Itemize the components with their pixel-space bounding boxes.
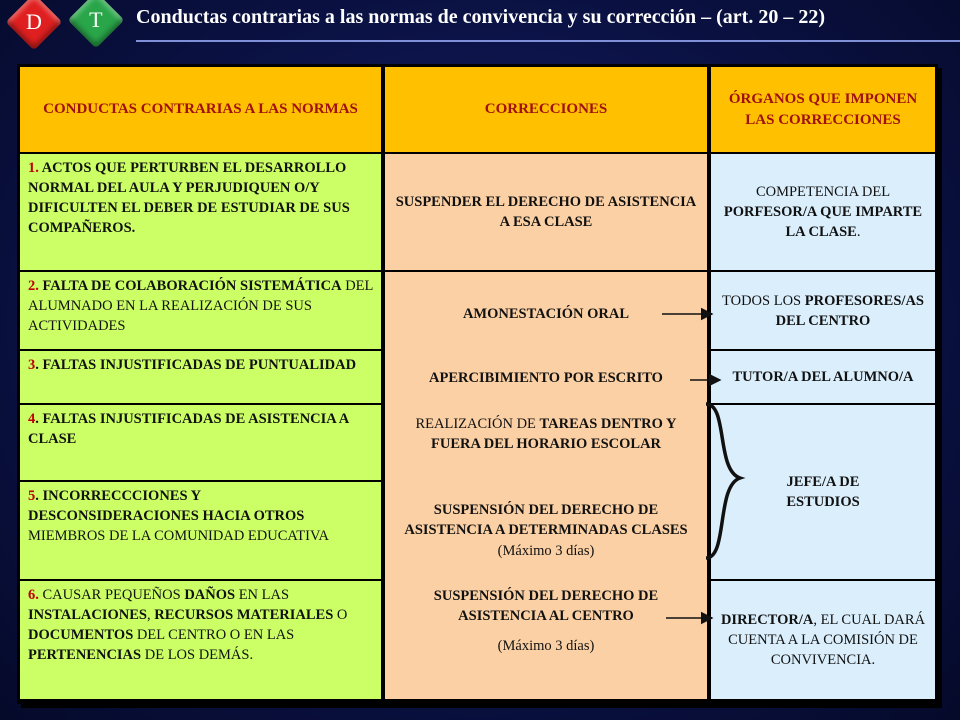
correccion-suspension-centro: SUSPENSIÓN DEL DERECHO DE ASISTENCIA AL CENTRO: [433, 588, 659, 625]
conducta-row-5: 5. INCORRECCCIONES Y DESCONSIDERACIONES HACIA OTROS MIEMBROS DE LA COMUNIDAD EDUCATIVA: [20, 482, 381, 579]
d-badge: [6, 0, 63, 50]
norms-table: [17, 64, 938, 704]
header-correcciones: CORRECCIONES: [385, 67, 707, 152]
correccion-tareas: REALIZACIÓN DE TAREAS DENTRO Y FUERA DEL HORARIO ESCOLAR: [415, 416, 677, 453]
organo-tutor: TUTOR/A DEL ALUMNO/A: [711, 351, 935, 403]
correcciones-group: [385, 272, 707, 581]
correccion-apercibimiento: APERCIBIMIENTO POR ESCRITO: [429, 370, 663, 386]
correccion-suspender-clase: SUSPENDER EL DERECHO DE ASISTENCIA A ESA CLASE: [385, 154, 707, 270]
title-divider: [136, 40, 960, 42]
organo-profesor: COMPETENCIA DEL PORFESOR/A QUE IMPARTE LA CLASE.: [711, 154, 935, 270]
t-badge: [68, 0, 125, 48]
header-organos: ÓRGANOS QUE IMPONEN LAS CORRECCIONES: [711, 67, 935, 152]
correccion-suspension-centro-cell: [385, 581, 707, 699]
slide-title: Conductas contrarias a las normas de convivencia y su corrección – (art. 20 – 22): [136, 6, 826, 28]
conducta-row-3: 3. FALTAS INJUSTIFICADAS DE PUNTUALIDAD: [20, 351, 381, 403]
organo-profesores: TODOS LOS PROFESORES/AS DEL CENTRO: [711, 272, 935, 349]
conducta-row-6: 6. CAUSAR PEQUEÑOS DAÑOS EN LAS INSTALACIONES, RECURSOS MATERIALES O DOCUMENTOS DEL CENTRO O EN LAS PERTENENCIAS DE LOS DEMÁS.: [20, 581, 381, 699]
conducta-row-1: 1. ACTOS QUE PERTURBEN EL DESARROLLO NORMAL DEL AULA Y PERJUDIQUEN O/Y DIFICULTEN EL DEBER DE ESTUDIAR DE SUS COMPAÑEROS.: [20, 154, 381, 270]
organo-director: DIRECTOR/A, EL CUAL DARÁ CUENTA A LA COMISIÓN DE CONVIVENCIA.: [711, 581, 935, 699]
correccion-amonestacion: AMONESTACIÓN ORAL: [462, 306, 630, 322]
t-badge-label: T: [89, 6, 103, 32]
d-badge-label: D: [26, 8, 42, 34]
organo-jefe-estudios: JEFE/A DE ESTUDIOS: [711, 405, 935, 579]
correccion-suspension-clases: SUSPENSIÓN DEL DERECHO DE ASISTENCIA A DETERMINADAS CLASES (Máximo 3 días): [404, 502, 688, 559]
header-conductas: CONDUCTAS CONTRARIAS A LAS NORMAS: [20, 67, 381, 152]
conducta-row-4: 4. FALTAS INJUSTIFICADAS DE ASISTENCIA A CLASE: [20, 405, 381, 480]
conducta-row-2: 2. FALTA DE COLABORACIÓN SISTEMÁTICA DEL ALUMNADO EN LA REALIZACIÓN DE SUS ACTIVIDADES: [20, 272, 381, 349]
correccion-suspension-centro-note: (Máximo 3 días): [497, 638, 595, 654]
